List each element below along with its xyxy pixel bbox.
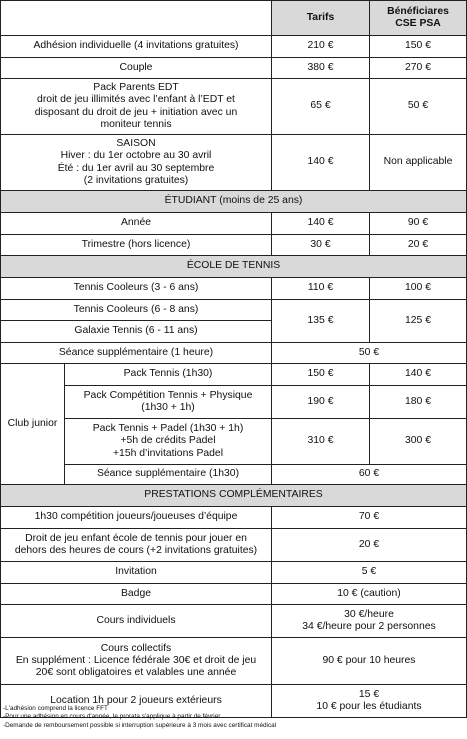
row-label: SAISON Hiver : du 1er octobre au 30 avril Été : du 1er avril au 30 septembre (2 invitations gratuites) <box>1 135 272 191</box>
price-value: 90 € pour 10 heures <box>272 638 467 685</box>
price-value: 20 € <box>272 529 467 562</box>
footnote: -L'adhésion comprend la licence FFT <box>3 705 108 712</box>
row-label: Tennis Cooleurs (3 - 6 ans) <box>1 278 272 300</box>
section-title-etudiant: ÉTUDIANT (moins de 25 ans) <box>1 191 467 213</box>
row-label: Trimestre (hors licence) <box>1 235 272 256</box>
price-value: 15 € 10 € pour les étudiants <box>272 685 467 718</box>
tarif-value: 140 € <box>272 135 370 191</box>
table-row <box>1 529 467 562</box>
table-row <box>1 343 467 364</box>
row-label: Galaxie Tennis (6 - 11 ans) <box>1 321 272 343</box>
row-label: Pack Tennis (1h30) <box>65 364 272 386</box>
cse-value: 300 € <box>370 419 467 465</box>
table-row <box>1 386 467 419</box>
header-tarifs: Tarifs <box>272 1 370 36</box>
row-label: Séance supplémentaire (1h30) <box>65 465 272 485</box>
price-value: 10 € (caution) <box>272 584 467 605</box>
cse-value: 50 € <box>370 79 467 135</box>
row-label: Badge <box>1 584 272 605</box>
table-row <box>1 213 467 235</box>
tarif-value: 110 € <box>272 278 370 300</box>
cse-value: 20 € <box>370 235 467 256</box>
row-label: Adhésion individuelle (4 invitations gratuites) <box>1 36 272 58</box>
table-row <box>1 235 467 256</box>
cse-value: Non applicable <box>370 135 467 191</box>
tarif-value: 140 € <box>272 213 370 235</box>
section-header <box>1 485 467 507</box>
row-label: Droit de jeu enfant école de tennis pour jouer en dehors des heures de cours (+2 invitations gratuites) <box>1 529 272 562</box>
row-label: Tennis Cooleurs (6 - 8 ans) <box>1 300 272 321</box>
row-label: Pack Compétition Tennis + Physique (1h30 + 1h) <box>65 386 272 419</box>
table-row <box>1 58 467 79</box>
section-header <box>1 256 467 278</box>
table-row <box>1 79 467 135</box>
header-empty-cell <box>1 1 272 36</box>
tarif-value: 310 € <box>272 419 370 465</box>
cse-value: 100 € <box>370 278 467 300</box>
table-row <box>1 507 467 529</box>
tarif-value: 65 € <box>272 79 370 135</box>
tarif-value: 210 € <box>272 36 370 58</box>
table-row <box>1 135 467 191</box>
table-row <box>1 638 467 685</box>
price-value: 60 € <box>272 465 467 485</box>
row-label: Pack Tennis + Padel (1h30 + 1h) +5h de crédits Padel +15h d’invitations Padel <box>65 419 272 465</box>
table-row <box>1 605 467 638</box>
table-row <box>1 300 467 321</box>
table-row <box>1 465 467 485</box>
row-label: Année <box>1 213 272 235</box>
cse-value: 150 € <box>370 36 467 58</box>
tarif-value: 380 € <box>272 58 370 79</box>
cse-value: 270 € <box>370 58 467 79</box>
price-value: 5 € <box>272 562 467 584</box>
row-label: 1h30 compétition joueurs/joueuses d’équipe <box>1 507 272 529</box>
cse-value: 125 € <box>370 300 467 343</box>
table-row <box>1 278 467 300</box>
price-value: 70 € <box>272 507 467 529</box>
cse-value: 180 € <box>370 386 467 419</box>
tarif-value: 190 € <box>272 386 370 419</box>
section-title-prestations: PRESTATIONS COMPLÉMENTAIRES <box>1 485 467 507</box>
table-row <box>1 562 467 584</box>
price-value: 50 € <box>272 343 467 364</box>
table-row <box>1 364 467 386</box>
table-row <box>1 419 467 465</box>
tarif-value: 150 € <box>272 364 370 386</box>
tarif-value: 135 € <box>272 300 370 343</box>
row-label: Invitation <box>1 562 272 584</box>
footnote: -Pour une adhésion en cours d'année, le prorata s'applique à partir de février <box>3 713 221 721</box>
footnote: -Demande de remboursement possible si interruption supérieure à 3 mois avec certificat médical <box>3 721 277 729</box>
section-title-ecole: ÉCOLE DE TENNIS <box>1 256 467 278</box>
table-row <box>1 584 467 605</box>
table-row <box>1 36 467 58</box>
header-row <box>1 1 467 36</box>
row-label: Pack Parents EDT droit de jeu illimités avec l’enfant à l’EDT et disposant du droit de jeu + initiation avec un moniteur tennis <box>1 79 272 135</box>
club-junior-label: Club junior <box>1 364 65 485</box>
footnotes <box>3 705 276 730</box>
row-label: Location 1h pour 2 joueurs extérieurs <box>1 685 272 718</box>
row-label: Cours collectifs En supplément : Licence fédérale 30€ et droit de jeu 20€ sont obligatoires et valables une année <box>1 638 272 685</box>
price-value: 30 €/heure 34 €/heure pour 2 personnes <box>272 605 467 638</box>
row-label: Séance supplémentaire (1 heure) <box>1 343 272 364</box>
tarif-value: 30 € <box>272 235 370 256</box>
header-cse-psa: Bénéficiares CSE PSA <box>370 1 467 36</box>
row-label: Cours individuels <box>1 605 272 638</box>
row-label: Couple <box>1 58 272 79</box>
cse-value: 140 € <box>370 364 467 386</box>
section-header <box>1 191 467 213</box>
cse-value: 90 € <box>370 213 467 235</box>
